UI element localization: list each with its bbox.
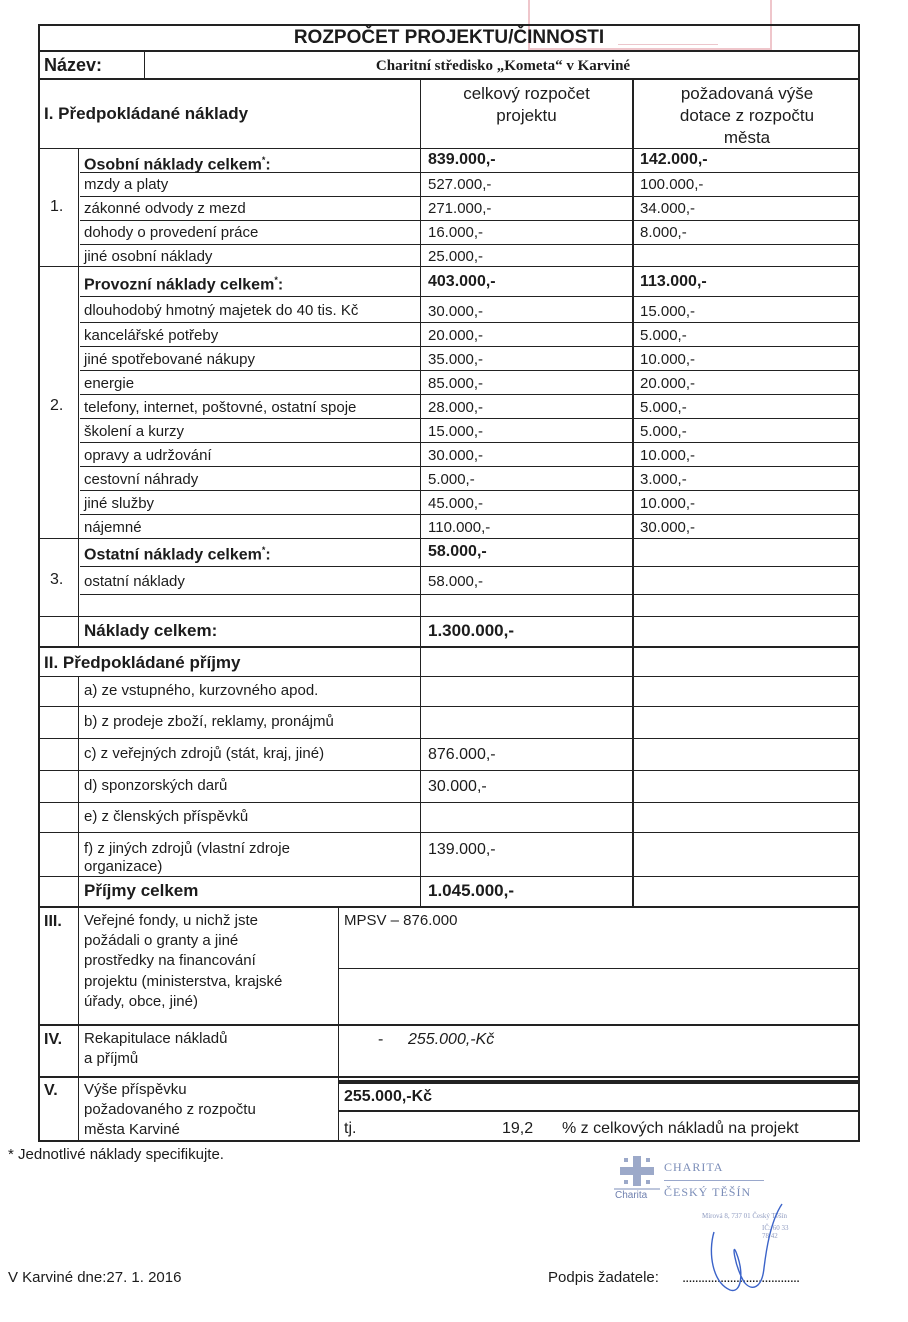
- table-row-total: 28.000,-: [428, 399, 484, 416]
- stamp-line1: CHARITA: [664, 1160, 724, 1174]
- section5-label-line: požadovaného z rozpočtu: [84, 1101, 256, 1118]
- table-row-label: ostatní náklady: [84, 573, 185, 590]
- group3-total-value: 58.000,-: [428, 543, 487, 560]
- costs-total-label: Náklady celkem:: [84, 621, 218, 640]
- table-row-label: kancelářské potřeby: [84, 327, 219, 344]
- section5-value: 255.000,-Kč: [344, 1088, 433, 1105]
- table-row-label: mzdy a platy: [84, 176, 169, 193]
- name-divider: [38, 78, 860, 80]
- project-name: Charitní středisko „Kometa“ v Karviné: [375, 58, 631, 74]
- income-row-label: b) z prodeje zboží, reklamy, pronájmů: [84, 713, 334, 730]
- table-row-label: zákonné odvody z mezd: [84, 200, 246, 217]
- table-row-total: 15.000,-: [428, 423, 484, 440]
- col-total-line1: celkový rozpočet: [463, 84, 590, 103]
- signature-dots: .....................................: [682, 1269, 800, 1286]
- header-divider: [38, 148, 860, 149]
- table-row-total: 58.000,-: [428, 573, 484, 590]
- table-row-request: 30.000,-: [640, 519, 696, 536]
- title-divider: [38, 50, 860, 52]
- table-row-label: jiné služby: [84, 495, 155, 512]
- table-row-label: nájemné: [84, 519, 142, 536]
- section5-tj: tj.: [344, 1120, 357, 1137]
- group2-total-label: Provozní náklady celkem*:: [84, 275, 284, 294]
- table-row-request: 15.000,-: [640, 303, 696, 320]
- income-row-label: c) z veřejných zdrojů (stát, kraj, jiné): [84, 745, 325, 762]
- section5-percent-text: % z celkových nákladů na projekt: [562, 1120, 799, 1137]
- section3-label-line: Veřejné fondy, u nichž jste: [84, 912, 258, 929]
- col-request-line1: požadovaná výše: [680, 84, 814, 103]
- section3-label-line: prostředky na financování: [84, 952, 256, 969]
- table-row-total: 30.000,-: [428, 303, 484, 320]
- table-row-request: 10.000,-: [640, 351, 696, 368]
- section4-label-line: Rekapitulace nákladů: [84, 1030, 228, 1047]
- date-line: V Karviné dne:27. 1. 2016: [8, 1269, 182, 1286]
- section3-label-line: projektu (ministerstva, krajské: [84, 973, 283, 990]
- table-row-total: 85.000,-: [428, 375, 484, 392]
- income-row-label: d) sponzorských darů: [84, 777, 228, 794]
- table-row-request: 100.000,-: [640, 176, 704, 193]
- table-row-label: energie: [84, 375, 135, 392]
- group2-request-value: 113.000,-: [640, 273, 707, 290]
- stamp-address: Mírová 8, 737 01 Český Těšín: [702, 1212, 788, 1220]
- section3-label-line: úřady, obce, jiné): [84, 993, 198, 1010]
- footnote: * Jednotlivé náklady specifikujte.: [8, 1146, 224, 1163]
- income-row-label: f) z jiných zdrojů (vlastní zdroje: [84, 840, 290, 857]
- income-total-label: Příjmy celkem: [84, 881, 199, 900]
- table-row-total: 30.000,-: [428, 447, 484, 464]
- table-row-label: cestovní náhrady: [84, 471, 199, 488]
- table-row-label: školení a kurzy: [84, 423, 185, 440]
- section3-number: III.: [44, 913, 62, 930]
- section4-label-line: a příjmů: [84, 1050, 139, 1067]
- col-total-line2: projektu: [496, 106, 557, 125]
- table-row-label: jiné spotřebované nákupy: [84, 351, 255, 368]
- table-row-label: jiné osobní náklady: [84, 248, 213, 265]
- table-row-total: 5.000,-: [428, 471, 475, 488]
- income-row-value: 876.000,-: [428, 746, 496, 763]
- costs-total-value: 1.300.000,-: [428, 621, 515, 640]
- table-row-request: 10.000,-: [640, 447, 696, 464]
- section1-heading: I. Předpokládané náklady: [44, 104, 249, 123]
- section3-label-line: požádali o granty a jiné: [84, 932, 239, 949]
- income-row-value: 30.000,-: [428, 778, 487, 795]
- table-row-total: 20.000,-: [428, 327, 484, 344]
- handwritten-signature-icon: [700, 1172, 790, 1292]
- table-row-label: telefony, internet, poštovné, ostatní spoje: [84, 399, 357, 416]
- page-title: ROZPOČET PROJEKTU/ČINNOSTI: [293, 27, 605, 48]
- group1-total-value: 839.000,-: [428, 151, 496, 168]
- table-row-request: 10.000,-: [640, 495, 696, 512]
- table-row-label: dohody o provedení práce: [84, 224, 259, 241]
- section5-label-line: Výše příspěvku: [84, 1081, 187, 1098]
- table-row-label: opravy a udržování: [84, 447, 212, 464]
- stamp-line2: ČESKÝ TĚŠÍN: [664, 1185, 752, 1199]
- table-row-request: 20.000,-: [640, 375, 696, 392]
- table-row-total: 25.000,-: [428, 248, 484, 265]
- income-row-label-cont: organizace): [84, 858, 163, 875]
- group3-total-label: Ostatní náklady celkem*:: [84, 545, 271, 564]
- name-label: Název:: [44, 55, 103, 75]
- section4-dash: -: [378, 1031, 384, 1048]
- table-row-total: 45.000,-: [428, 495, 484, 512]
- table-row-request: 34.000,-: [640, 200, 696, 217]
- section5-number: V.: [44, 1082, 58, 1099]
- group3-number: 3.: [50, 571, 64, 588]
- income-row-label: e) z členských příspěvků: [84, 808, 249, 825]
- section5-percent: 19,2: [502, 1120, 534, 1137]
- group2-total-value: 403.000,-: [428, 273, 496, 290]
- income-total-value: 1.045.000,-: [428, 881, 515, 900]
- table-row-total: 271.000,-: [428, 200, 492, 217]
- income-row-label: a) ze vstupného, kurzovného apod.: [84, 682, 319, 699]
- stamp-ic: IČ: 60 33 78 42: [762, 1224, 789, 1240]
- section4-value: 255.000,-Kč: [408, 1031, 495, 1048]
- charita-logo-text: Charita: [615, 1190, 648, 1201]
- table-row-total: 527.000,-: [428, 176, 492, 193]
- table-row-total: 16.000,-: [428, 224, 484, 241]
- table-row-request: 3.000,-: [640, 471, 687, 488]
- section4-number: IV.: [44, 1031, 63, 1048]
- income-row-value: 139.000,-: [428, 841, 496, 858]
- section2-heading: II. Předpokládané příjmy: [44, 653, 241, 672]
- section5-label-line: města Karviné: [84, 1121, 180, 1138]
- group1-number: 1.: [50, 198, 64, 215]
- group1-total-label: Osobní náklady celkem*:: [84, 155, 271, 174]
- signature-label: Podpis žadatele:: [548, 1269, 659, 1286]
- col-request-line3: města: [723, 128, 771, 147]
- table-row-request: 5.000,-: [640, 423, 687, 440]
- table-row-request: 5.000,-: [640, 327, 687, 344]
- table-row-total: 110.000,-: [428, 519, 491, 536]
- table-row-label: dlouhodobý hmotný majetek do 40 tis. Kč: [84, 302, 359, 319]
- col-request-line2: dotace z rozpočtu: [679, 106, 815, 125]
- table-row-request: 5.000,-: [640, 399, 687, 416]
- group2-number: 2.: [50, 397, 64, 414]
- group1-request-value: 142.000,-: [640, 151, 708, 168]
- charita-logo-icon: [612, 1152, 662, 1212]
- table-row-request: 8.000,-: [640, 224, 687, 241]
- table-row-total: 35.000,-: [428, 351, 484, 368]
- section3-value: MPSV – 876.000: [344, 912, 458, 929]
